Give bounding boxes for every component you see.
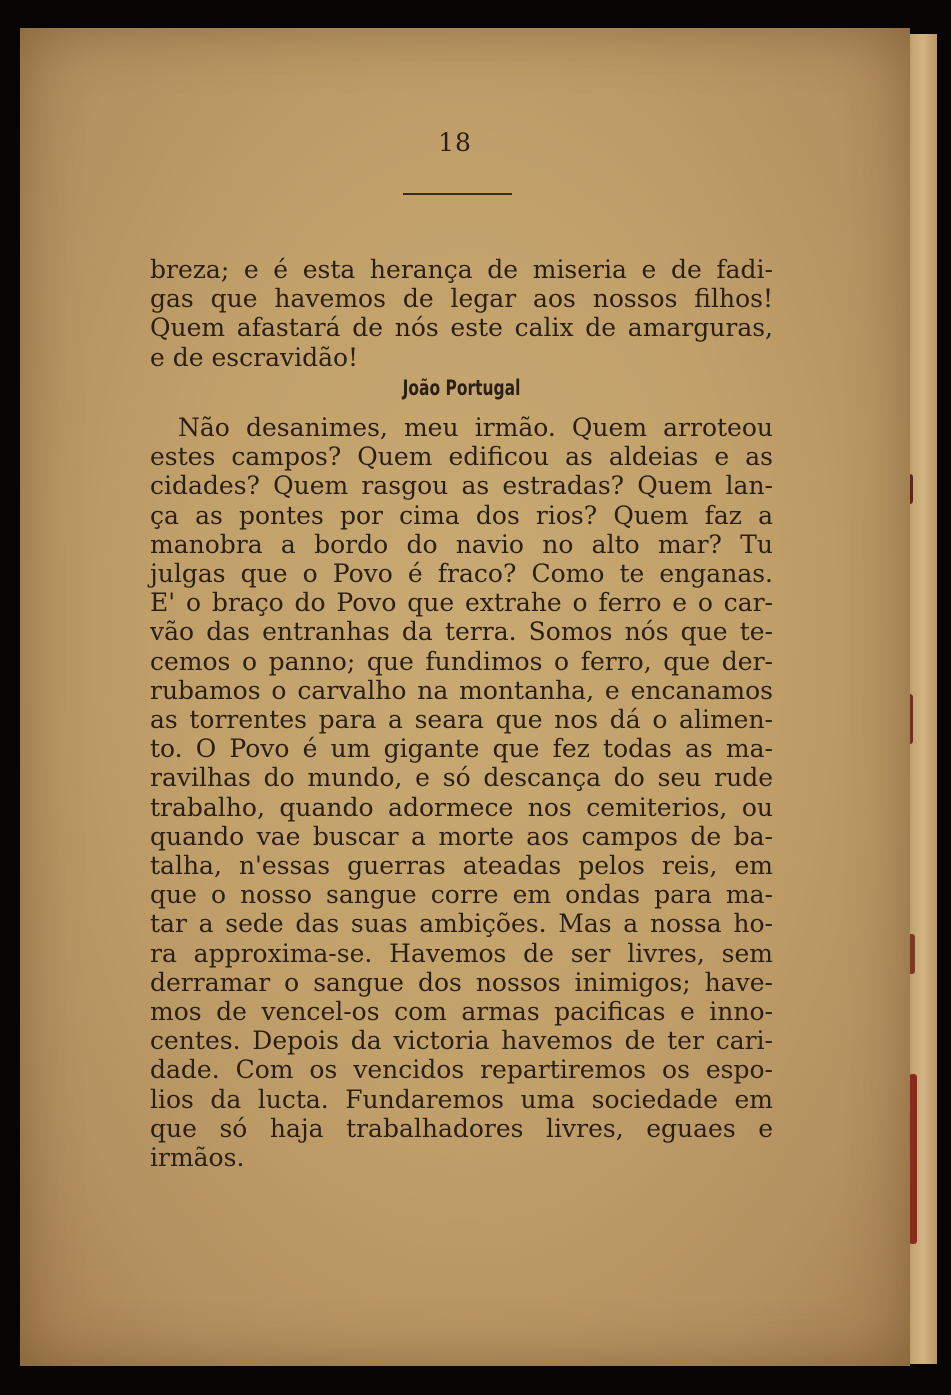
text-line: rubamos o carvalho na montanha, e encanamos xyxy=(150,675,773,705)
text-line: que o nosso sangue corre em ondas para ma- xyxy=(150,880,773,910)
paragraph-2 xyxy=(150,413,773,1172)
text-line: vão das entranhas da terra. Somos nós que te- xyxy=(150,617,773,647)
text-line: trabalho, quando adormece nos cemiterios, ou xyxy=(150,792,773,822)
edge-stain xyxy=(909,1074,917,1244)
paragraph-1 xyxy=(150,255,773,372)
text-line: to. O Povo é um gigante que fez todas as ma- xyxy=(150,734,773,764)
text-line: julgas que o Povo é fraco? Como te enganas. xyxy=(150,559,773,589)
text-line: as torrentes para a seara que nos dá o alimen- xyxy=(150,705,773,735)
text-line: irmãos. xyxy=(150,1143,245,1173)
text-line: e de escravidão! xyxy=(150,342,359,372)
text-line: quando vae buscar a morte aos campos de ba- xyxy=(150,821,773,851)
text-line: Quem afastará de nós este calix de amarguras, xyxy=(150,313,773,343)
text-line: gas que havemos de legar aos nossos filhos! xyxy=(150,284,773,314)
text-line: ravilhas do mundo, e só descança do seu rude xyxy=(150,763,773,793)
header-rule xyxy=(403,193,512,195)
text-line: E' o braço do Povo que extrahe o ferro e o car- xyxy=(150,588,773,618)
text-line: derramar o sangue dos nossos inimigos; have- xyxy=(150,967,773,997)
text-line: tar a sede das suas ambições. Mas a nossa ho- xyxy=(150,909,773,939)
text-line: dade. Com os vencidos repartiremos os espo- xyxy=(150,1055,773,1085)
text-line: Não desanimes, meu irmão. Quem arroteou xyxy=(178,413,773,443)
text-line: estes campos? Quem edificou as aldeias e as xyxy=(150,442,773,472)
author-signature: João Portugal xyxy=(402,375,521,400)
page-body-text xyxy=(150,255,773,1172)
page-number: 18 xyxy=(438,128,472,157)
text-line: talha, n'essas guerras ateadas pelos reis, em xyxy=(150,851,773,881)
text-line: manobra a bordo do navio no alto mar? Tu xyxy=(150,529,773,559)
text-line: centes. Depois da victoria havemos de ter cari- xyxy=(150,1026,773,1056)
text-line: ra approxima-se. Havemos de ser livres, sem xyxy=(150,938,773,968)
text-line: cemos o panno; que fundimos o ferro, que der- xyxy=(150,646,773,676)
text-line: que só haja trabalhadores livres, eguaes e xyxy=(150,1113,773,1143)
text-line: cidades? Quem rasgou as estradas? Quem lan- xyxy=(150,471,773,501)
text-line: mos de vencel-os com armas pacificas e inno- xyxy=(150,997,773,1027)
text-line: ça as pontes por cima dos rios? Quem faz a xyxy=(150,500,773,530)
text-line: lios da lucta. Fundaremos uma sociedade em xyxy=(150,1084,773,1114)
text-line: breza; e é esta herança de miseria e de fadi- xyxy=(150,255,773,284)
